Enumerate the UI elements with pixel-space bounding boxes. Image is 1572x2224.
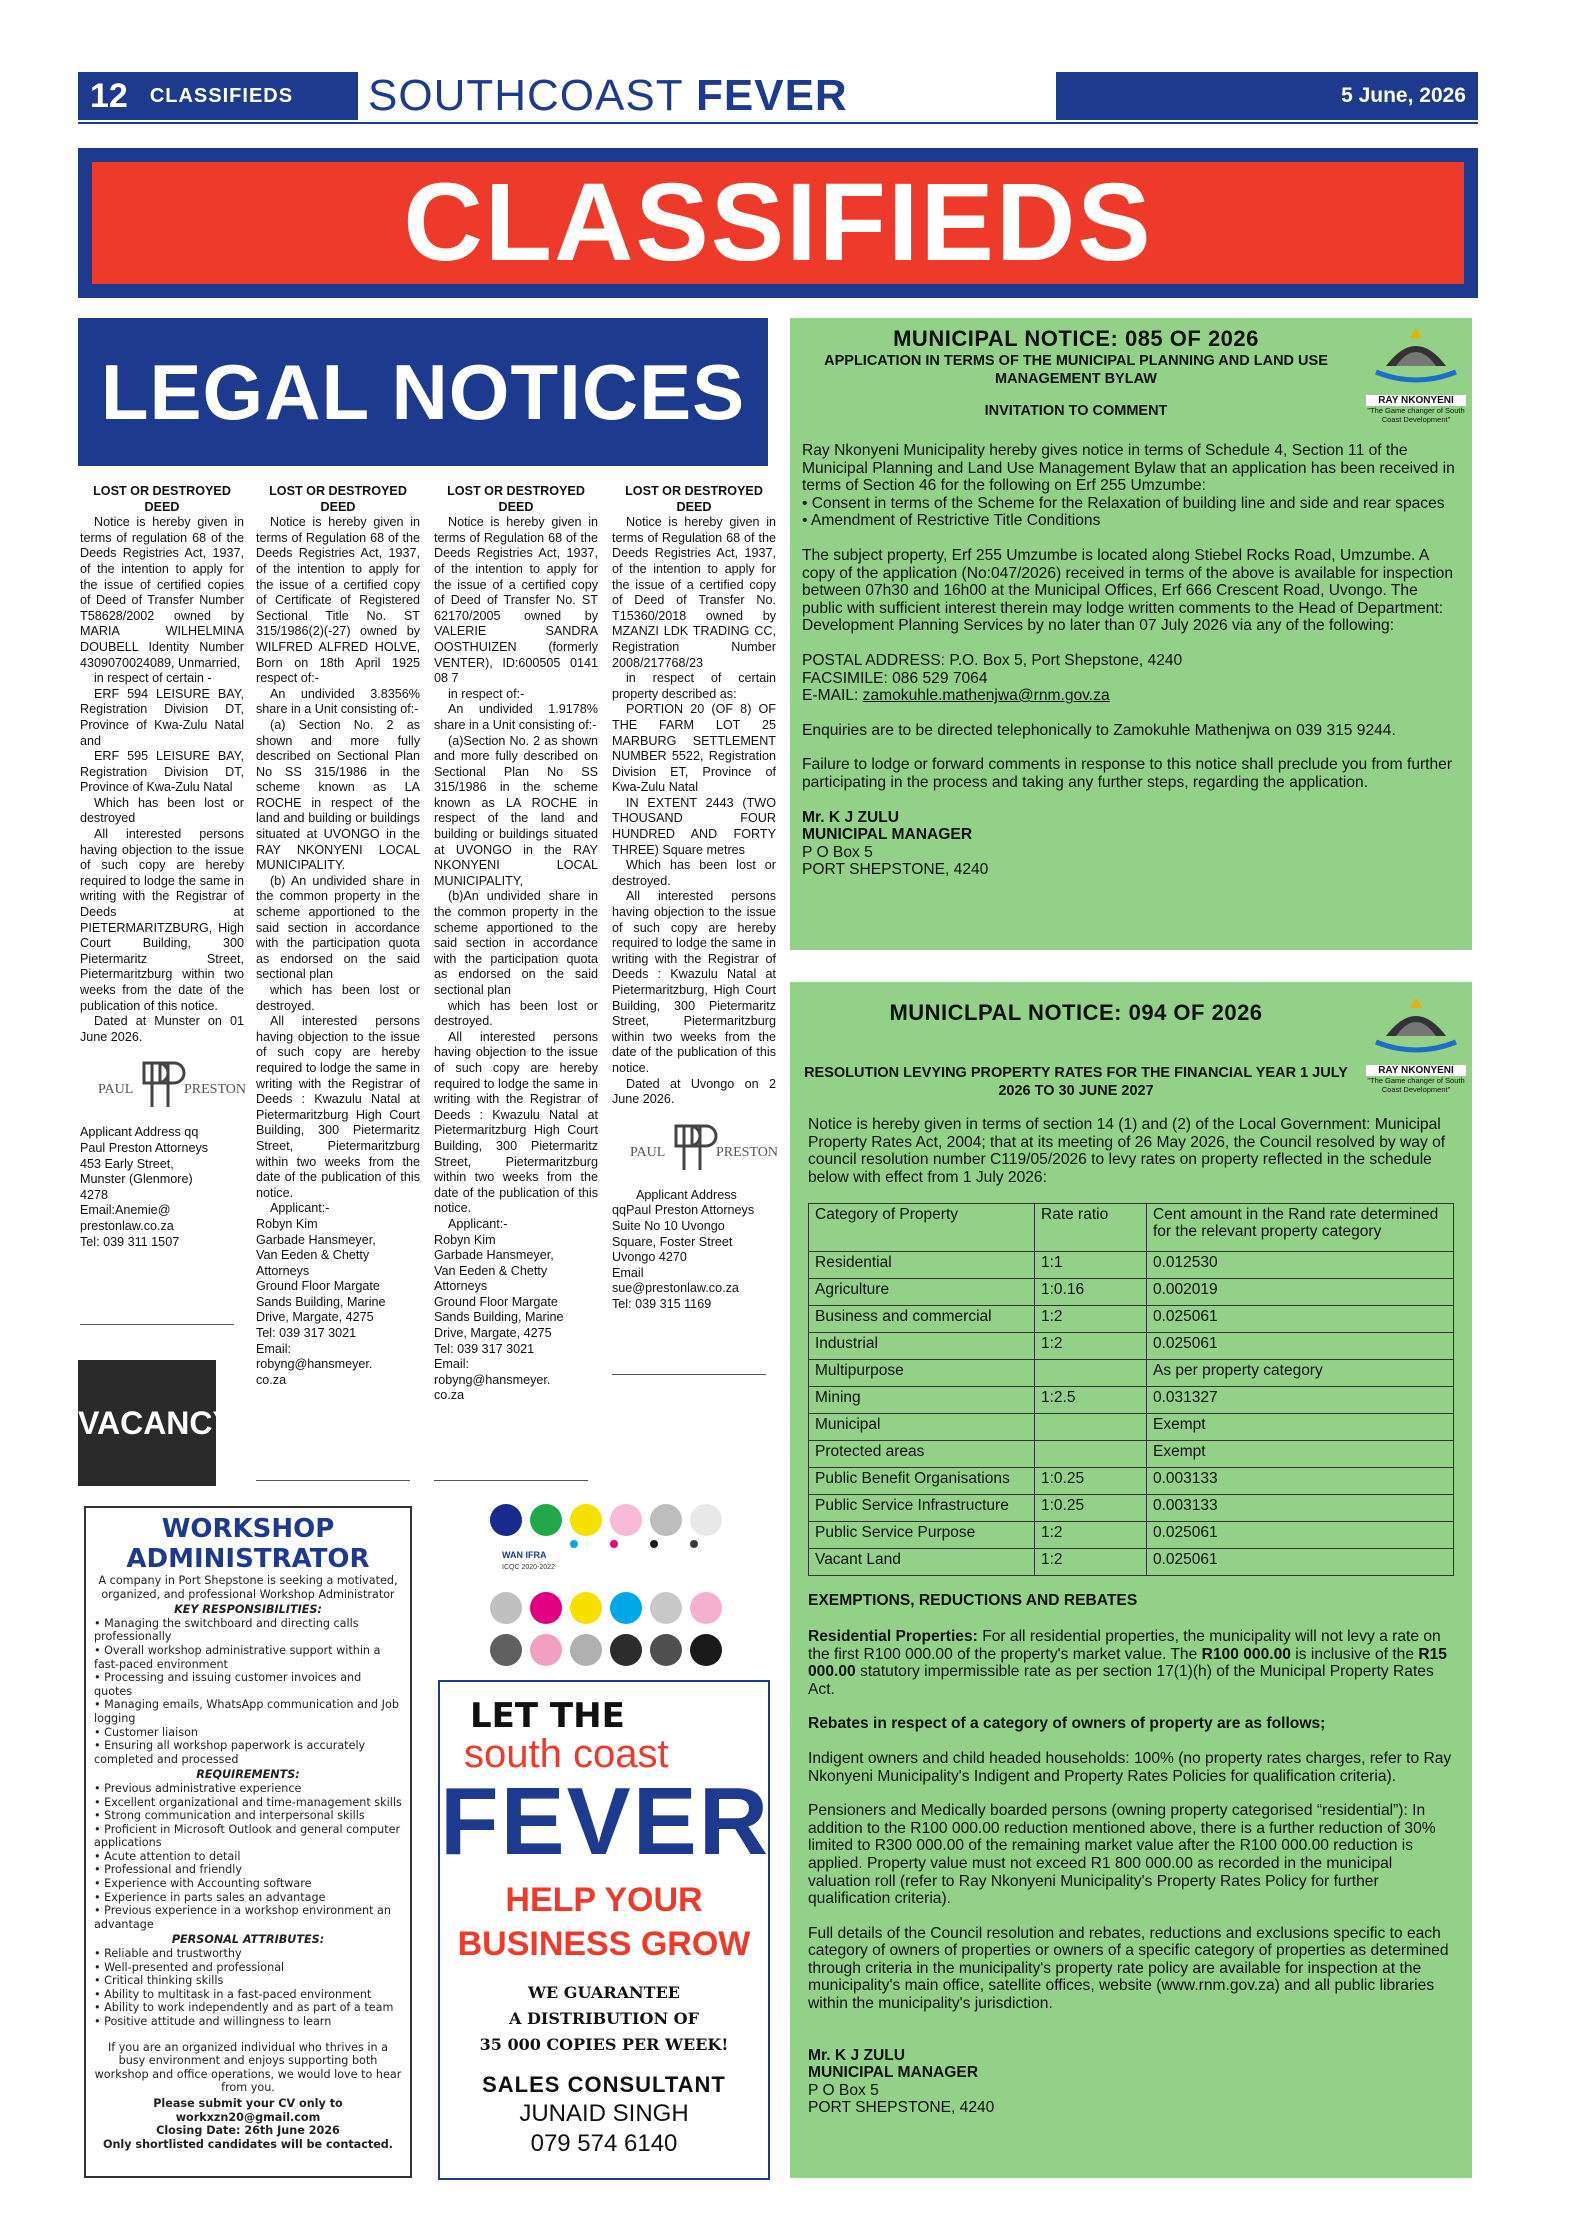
notice-text: All interested persons having objection to the issue of such copy are hereby required to lodge the same in writing with the Registrar of Deeds : Kwazulu Natal at Pietermaritzburg High Court Building, 300 Pietermaritz Street, Pietermaritzburg within two weeks from the date of the publication of this notice. xyxy=(434,1029,598,1216)
masthead xyxy=(368,72,848,120)
color-dot xyxy=(490,1592,522,1624)
table-cell: 1:1 xyxy=(1035,1252,1147,1279)
property-rates-table xyxy=(808,1203,1454,1576)
signatory-title: MUNICIPAL MANAGER xyxy=(808,2064,979,2082)
notice-text: (b) An undivided share in the common property in the scheme apportioned to the said section in accordance with the participation quota as endorsed on the said sectional plan xyxy=(256,873,420,982)
attributes-list xyxy=(94,1947,402,2029)
table-cell: Exempt xyxy=(1147,1441,1454,1468)
color-dot xyxy=(610,1634,642,1666)
ad-line: BUSINESS GROW xyxy=(457,1925,751,1963)
list-item: • Processing and issuing customer invoices and quotes xyxy=(94,1671,402,1698)
ad-outro: If you are an organized individual who thrives in a busy environment and enjoys supporting both workshop and office operations, we would love to hear from you. xyxy=(94,2040,402,2095)
notice-title: LOST OR DESTROYED DEED xyxy=(269,484,407,514)
address-line: Attorneys xyxy=(434,1279,488,1294)
color-dot xyxy=(690,1592,722,1624)
table-row xyxy=(809,1441,1454,1468)
address-line: Ground Floor Margate xyxy=(434,1294,558,1309)
consultant-phone: 079 574 6140 xyxy=(530,2130,678,2157)
logo-tagline: "The Game changer of South Coast Development" xyxy=(1367,406,1465,424)
table-cell: 0.003133 xyxy=(1147,1468,1454,1495)
table-cell: 0.003133 xyxy=(1147,1495,1454,1522)
address-line: Square, Foster Street xyxy=(612,1234,733,1249)
list-item: • Proficient in Microsoft Outlook and general computer applications xyxy=(94,1823,402,1850)
email-link[interactable]: zamokuhle.mathenjwa@rnm.gov.za xyxy=(862,687,1110,705)
address-line: Email:Anemie@ xyxy=(80,1203,171,1218)
workshop-administrator-ad xyxy=(84,1506,412,2178)
fever-advert xyxy=(438,1680,770,2180)
notice-text: All interested persons having objection to the issue of such copy are hereby required to lodge the same in writing with the Registrar of Deeds : Kwazulu Natal at Pietermaritzburg, High Court Building, 300 Pietermaritz Street, Pietermaritzburg within two weeks from the date of the publication of this notice. xyxy=(612,889,776,1075)
divider xyxy=(256,1480,410,1481)
notice-address xyxy=(80,1125,244,1250)
logo-tagline: "The Game changer of South Coast Development" xyxy=(1367,1076,1465,1094)
wan-ifra-sub: ICQC 2020-2022 xyxy=(502,1564,555,1571)
ad-heading: KEY RESPONSIBILITIES: xyxy=(174,1603,322,1617)
table-row xyxy=(809,1549,1454,1576)
table-cell: 1:2 xyxy=(1035,1306,1147,1333)
logo-name: RAY NKONYENI xyxy=(1366,1065,1466,1076)
notice-title: MUNICIPAL NOTICE: 085 OF 2026 xyxy=(893,326,1259,351)
address-line: Applicant:- xyxy=(448,1216,508,1231)
ad-guarantee: 35 000 COPIES PER WEEK! xyxy=(479,2035,729,2054)
table-cell xyxy=(1035,1441,1147,1468)
address-line: Uvongo 4270 xyxy=(612,1250,687,1265)
classifieds-banner xyxy=(78,148,1478,298)
color-calibration-bar xyxy=(490,1504,722,1668)
ad-title: ADMINISTRATOR xyxy=(126,1544,370,1574)
section-heading: EXEMPTIONS, REDUCTIONS AND REBATES xyxy=(808,1592,1138,1610)
ad-guarantee: A DISTRIBUTION OF xyxy=(509,2009,699,2028)
header-left-bar xyxy=(78,72,358,120)
notice-text: (b)An undivided share in the common property in the scheme apportioned to the said section in accordance with the participation quota as endorsed on the said sectional plan xyxy=(434,889,598,997)
address-line: Robyn Kim xyxy=(434,1232,496,1247)
section-heading: Rebates in respect of a category of owners of property are as follows; xyxy=(808,1715,1326,1733)
notice-paragraph: The subject property, Erf 255 Umzumbe is located along Stiebel Rocks Road, Umzumbe. A copy of the application (No:047/2026) received in terms of the above is available for inspection between 07h30 and 16h00 at the Municipal Offices, Erf 666 Crescent Road, Uvongo. The public with sufficient interest therein may lodge written comments to the Head of Department: Development Planning Services by no later than 07 July 2026 via any of the following: xyxy=(802,546,1453,635)
list-item: • Previous experience in a workshop environment an advantage xyxy=(94,1904,402,1931)
notice-paragraph: Enquiries are to be directed telephonically to Zamokuhle Mathenjwa on 039 315 9244. xyxy=(802,721,1396,739)
color-dot xyxy=(530,1592,562,1624)
signatory-address: P O Box 5 xyxy=(802,843,873,861)
signatory-address: PORT SHEPSTONE, 4240 xyxy=(808,2099,995,2117)
color-dot xyxy=(530,1634,562,1666)
address-line: Van Eeden & Chetty xyxy=(434,1263,548,1278)
ad-heading: REQUIREMENTS: xyxy=(196,1768,300,1782)
svg-text:PAUL: PAUL xyxy=(630,1144,666,1160)
divider xyxy=(80,1324,234,1325)
address-line: Attorneys xyxy=(256,1263,310,1278)
table-cell: Residential xyxy=(809,1252,1035,1279)
notice-paragraph: Pensioners and Medically boarded persons (owning property categorised “residential”): In addition to the R100 000.00 reduction mentioned above, there is a further reduction of 30% limited to R300 000.00 of the remaining market value after the R100 000.00 reduction is applied. Property value must not exceed R1 800 000.00 as recorded in the municipal valuation roll (refer to Ray Nkonyeni Municipality's Property Rates Policy for further qualification criteria). xyxy=(808,1802,1436,1908)
table-cell: 1:0.16 xyxy=(1035,1279,1147,1306)
address-line: Tel: 039 317 3021 xyxy=(434,1341,535,1356)
table-cell: 1:0.25 xyxy=(1035,1468,1147,1495)
address-line: Garbade Hansmeyer, xyxy=(434,1248,554,1263)
address-line: Garbade Hansmeyer, xyxy=(256,1232,376,1247)
address-line: Suite No 10 Uvongo xyxy=(612,1218,725,1233)
address-line: sue@prestonlaw.co.za xyxy=(612,1281,739,1296)
address-line: robyng@hansmeyer. xyxy=(434,1372,551,1387)
address-line: Tel: 039 317 3021 xyxy=(256,1326,357,1341)
banner-title: CLASSIFIEDS xyxy=(92,162,1464,284)
ad-body xyxy=(94,1574,402,2151)
notice-bullet: • Consent in terms of the Scheme for the Relaxation of building line and side and rear spaces xyxy=(802,494,1445,512)
issue-date: 5 June, 2026 xyxy=(1056,72,1478,120)
paul-preston-logo xyxy=(92,1055,246,1115)
address-line: Tel: 039 315 1169 xyxy=(612,1296,712,1311)
notice-title: LOST OR DESTROYED DEED xyxy=(93,484,231,514)
table-cell: 0.031327 xyxy=(1147,1387,1454,1414)
signatory-address: P O Box 5 xyxy=(808,2081,879,2099)
notice-text: (a) Section No. 2 as shown and more fully described on Sectional Plan No SS 315/1986 in the scheme known as LA ROCHE in respect of the land and building or buildings situated at UVONGO in the RAY NKONYENI LOCAL MUNICIPALITY. xyxy=(256,717,420,873)
notice-text: which has been lost or destroyed. xyxy=(256,983,420,1013)
notice-text: (a)Section No. 2 as shown and more fully described on Sectional Plan No SS 315/1986 in the scheme known as LA ROCHE in respect of the land and building or buildings situated at UVONGO in the RAY NKONYENI LOCAL MUNICIPALITY, xyxy=(434,733,598,888)
list-item: • Previous administrative experience xyxy=(94,1782,402,1796)
list-item: • Excellent organizational and time-management skills xyxy=(94,1796,402,1810)
table-cell: Agriculture xyxy=(809,1279,1035,1306)
notice-text: Notice is hereby given in terms of Regulation 68 of the Deeds Registries Act, 1937, of the intention to apply for the issue of a certified copy of Certificate of Registered Sectional Title No. ST 315/1986(2)(-27) owned by WILFRED ALFRED HOLVE, Born on 18th April 1925 respect of:- xyxy=(256,515,420,686)
color-dot xyxy=(490,1504,522,1536)
postal-address: POSTAL ADDRESS: P.O. Box 5, Port Shepstone, 4240 xyxy=(802,651,1183,669)
table-cell: Public Benefit Organisations xyxy=(809,1468,1035,1495)
address-line: Sands Building, Marine xyxy=(256,1294,386,1309)
table-row xyxy=(809,1360,1454,1387)
legal-notice-4 xyxy=(612,484,776,1313)
notice-paragraph: Ray Nkonyeni Municipality hereby gives notice in terms of Schedule 4, Section 11 of the Municipal Planning and Land Use Management Bylaw that an application has been received in terms of Section 46 for the following on Erf 255 Umzumbe: xyxy=(802,442,1455,495)
color-dot xyxy=(650,1504,682,1536)
address-line: 4278 xyxy=(80,1187,109,1202)
list-item: • Experience in parts sales an advantage xyxy=(94,1891,402,1905)
notice-address xyxy=(612,1188,776,1313)
address-line: 453 Early Street, xyxy=(80,1156,174,1171)
color-dot xyxy=(650,1592,682,1624)
text-run: is inclusive of the xyxy=(1290,1645,1419,1663)
page-header xyxy=(78,72,1478,124)
table-cell: 1:2.5 xyxy=(1035,1387,1147,1414)
list-item: • Ability to work independently and as part of a team xyxy=(94,2001,402,2015)
notice-text: An undivided 1.9178% share in a Unit consisting of:- xyxy=(434,702,598,732)
paul-preston-logo xyxy=(624,1118,778,1178)
address-line: co.za xyxy=(256,1372,287,1387)
masthead-light: SOUTHCOAST xyxy=(368,71,697,120)
signatory-name: Mr. K J ZULU xyxy=(808,2046,906,2064)
notice-text: All interested persons having objection to the issue of such copy are hereby required to lodge the same in writing with the Registrar of Deeds at PIETERMARITZBURG, High Court Building, 300 Pietermaritz Street, Pietermaritzburg within two weeks from the date of the publication of this notice. xyxy=(80,827,244,1013)
ad-title: WORKSHOP xyxy=(161,1514,335,1544)
notice-title: LOST OR DESTROYED DEED xyxy=(625,484,763,514)
table-cell: 0.002019 xyxy=(1147,1279,1454,1306)
address-line: Sands Building, Marine xyxy=(434,1310,564,1325)
municipal-notice-094 xyxy=(790,982,1472,2178)
list-item: • Critical thinking skills xyxy=(94,1974,402,1988)
notice-text: Dated at Munster on 01 June 2026. xyxy=(80,1014,244,1044)
table-row xyxy=(809,1522,1454,1549)
notice-body xyxy=(802,1116,1460,2117)
ad-heading: PERSONAL ATTRIBUTES: xyxy=(171,1933,325,1947)
table-cell: 0.025061 xyxy=(1147,1522,1454,1549)
facsimile: FACSIMILE: 086 529 7064 xyxy=(802,669,988,687)
color-dot xyxy=(530,1504,562,1536)
table-cell: Vacant Land xyxy=(809,1549,1035,1576)
address-line: Paul Preston Attorneys xyxy=(80,1140,209,1155)
notice-text: IN EXTENT 2443 (TWO THOUSAND FOUR HUNDRED AND FORTY THREE) Square metres xyxy=(612,795,776,857)
ad-line: LET THE xyxy=(470,1696,625,1736)
color-dot xyxy=(650,1634,682,1666)
notice-subtitle-2: INVITATION TO COMMENT xyxy=(984,403,1168,419)
svg-text:PRESTON: PRESTON xyxy=(184,1082,246,1098)
list-item: • Positive attitude and willingness to learn xyxy=(94,2015,402,2029)
color-dot xyxy=(690,1540,698,1548)
notice-body xyxy=(802,442,1460,879)
list-item: • Acute attention to detail xyxy=(94,1850,402,1864)
list-item: • Experience with Accounting software xyxy=(94,1877,402,1891)
ad-intro: A company in Port Shepstone is seeking a motivated, organized, and professional Workshop Administrator xyxy=(98,1574,398,1601)
notice-subtitle: APPLICATION IN TERMS OF THE MUNICIPAL PLANNING AND LAND USE MANAGEMENT BYLAW xyxy=(824,353,1328,387)
section-name: CLASSIFIEDS xyxy=(149,84,294,107)
table-row xyxy=(809,1333,1454,1360)
color-dot xyxy=(570,1540,578,1548)
address-line: co.za xyxy=(434,1388,465,1403)
table-cell: Multipurpose xyxy=(809,1360,1035,1387)
table-row xyxy=(809,1468,1454,1495)
notice-subtitle: RESOLUTION LEVYING PROPERTY RATES FOR THE FINANCIAL YEAR 1 JULY 2026 TO 30 JUNE 2027 xyxy=(804,1065,1348,1099)
table-header-row xyxy=(809,1204,1454,1252)
ray-nkonyeni-logo xyxy=(1366,326,1466,446)
signatory-title: MUNICIPAL MANAGER xyxy=(802,826,973,844)
address-line: Ground Floor Margate xyxy=(256,1279,380,1294)
color-dot xyxy=(570,1592,602,1624)
list-item: • Ensuring all workshop paperwork is accurately completed and processed xyxy=(94,1739,402,1766)
color-dot xyxy=(690,1634,722,1666)
notice-bullet: • Amendment of Restrictive Title Conditions xyxy=(802,512,1101,530)
ad-line: HELP YOUR xyxy=(505,1881,703,1919)
notice-text: Which has been lost or destroyed xyxy=(80,795,244,826)
table-row xyxy=(809,1387,1454,1414)
list-item: • Customer liaison xyxy=(94,1726,402,1740)
list-item: • Ability to multitask in a fast-paced environment xyxy=(94,1988,402,2002)
address-line: Robyn Kim xyxy=(256,1216,318,1231)
legal-notices-title: LEGAL NOTICES xyxy=(78,318,768,466)
table-cell: 0.025061 xyxy=(1147,1333,1454,1360)
address-line: Applicant Address qq xyxy=(80,1125,199,1140)
responsibilities-list xyxy=(94,1617,402,1767)
header-rule xyxy=(78,122,1478,124)
residential-paragraph xyxy=(808,1628,1454,1698)
ad-note: Only shortlisted candidates will be contacted. xyxy=(102,2137,394,2151)
text-run-bold: R15 000.00 xyxy=(808,1645,1447,1681)
table-row xyxy=(809,1252,1454,1279)
notice-text: ERF 594 LEISURE BAY, Registration Division DT, Province of Kwa-Zulu Natal and xyxy=(80,686,244,748)
municipality-crest-icon xyxy=(1366,326,1466,390)
table-cell: Industrial xyxy=(809,1333,1035,1360)
notice-text: ERF 595 LEISURE BAY, Registration Division DT, Province of Kwa-Zulu Natal xyxy=(80,749,244,795)
legal-notice-3 xyxy=(434,484,598,1404)
address-line: robyng@hansmeyer. xyxy=(256,1357,373,1372)
divider xyxy=(434,1480,588,1481)
residential-label: Residential Properties: xyxy=(808,1627,978,1645)
table-cell: 1:2 xyxy=(1035,1522,1147,1549)
notice-paragraph: Full details of the Council resolution and rebates, reductions and exclusions specific to each category of owners of properties or owners of a specific category of properties as determined through criteria in the municipality's property rate policy are available for inspection at the municipality's main office, satellite offices, website (www.rnm.gov.za) and all public libraries within the municipality's jurisdiction. xyxy=(808,1924,1449,2013)
ad-line-fever: FEVER xyxy=(440,1768,771,1875)
text-run: For all residential properties, the municipality will not levy a rate on the first R100 000.00 of the property's market value. The xyxy=(808,1627,1441,1663)
table-cell: Public Service Purpose xyxy=(809,1522,1035,1549)
email-line xyxy=(802,687,1460,705)
notice-text: Notice is hereby given in terms of Regulation 68 of the Deeds Registries Act, 1937, of the intention to apply for the issue of a certified copy of Deed of Transfer No. T15360/2018 owned by MZANZI LDK TRADING CC, Registration Number 2008/217768/23 xyxy=(612,515,776,670)
consultant-name: JUNAID SINGH xyxy=(519,2100,689,2127)
table-row xyxy=(809,1279,1454,1306)
table-cell: Protected areas xyxy=(809,1441,1035,1468)
notice-text: Dated at Uvongo on 2 June 2026. xyxy=(612,1076,776,1107)
notice-address xyxy=(434,1217,598,1233)
table-cell: As per property category xyxy=(1147,1360,1454,1387)
svg-text:PAUL: PAUL xyxy=(98,1082,134,1098)
notice-address xyxy=(256,1217,420,1389)
list-item: • Managing emails, WhatsApp communication and Job logging xyxy=(94,1698,402,1725)
table-cell: Business and commercial xyxy=(809,1306,1035,1333)
text-run-bold: R100 000.00 xyxy=(1201,1645,1291,1663)
legal-notice-2 xyxy=(256,484,420,1388)
address-line: Tel: 039 311 1507 xyxy=(80,1234,180,1249)
table-cell: Exempt xyxy=(1147,1414,1454,1441)
color-dot xyxy=(610,1592,642,1624)
notice-text: in respect of certain - xyxy=(94,671,212,686)
requirements-list xyxy=(94,1782,402,1932)
signatory-name: Mr. K J ZULU xyxy=(802,808,900,826)
table-cell: 1:2 xyxy=(1035,1333,1147,1360)
table-cell: 1:2 xyxy=(1035,1549,1147,1576)
table-row xyxy=(809,1495,1454,1522)
notice-address xyxy=(434,1233,598,1405)
notice-paragraph: Notice is hereby given in terms of section 14 (1) and (2) of the Local Government: Municipal Property Rates Act, 2004; that at its meeting of 26 May 2026, the Council resolved by way of council resolution number C119/05/2026 to levy rates on property reflected in the schedule below with effect from 1 July 2026: xyxy=(808,1116,1446,1186)
logo-name: RAY NKONYENI xyxy=(1366,395,1466,406)
vacancy-label: VACANCY xyxy=(78,1360,216,1486)
divider xyxy=(612,1374,766,1375)
ad-line: south coast xyxy=(464,1732,669,1776)
table-cell: 0.025061 xyxy=(1147,1549,1454,1576)
email-label: E-MAIL: xyxy=(802,687,863,705)
legal-notice-1 xyxy=(80,484,244,1250)
table-row xyxy=(809,1414,1454,1441)
notice-address xyxy=(256,1201,420,1217)
ad-cta: Please submit your CV only to workxzn20@gmail.com xyxy=(153,2096,343,2124)
color-dot xyxy=(490,1634,522,1666)
signatory-address: PORT SHEPSTONE, 4240 xyxy=(802,861,989,879)
ray-nkonyeni-logo xyxy=(1366,996,1466,1116)
address-line: Email xyxy=(612,1265,644,1280)
notice-title: MUNICLPAL NOTICE: 094 OF 2026 xyxy=(889,1000,1263,1025)
color-dot xyxy=(610,1540,618,1548)
notice-text: Notice is hereby given in terms of regulation 68 of the Deeds Registries Act, 1937, of the intention to apply for the issue of certified copies of Deed of Transfer Number T58628/2002 owned by MARIA WILHELMINA DOUBELL Identity Number 4309070024089, Unmarried, xyxy=(80,515,244,670)
text-run: statutory impermissible rate as per section 17(1)(h) of the Municipal Property Rates Act. xyxy=(808,1663,1434,1698)
table-cell: 0.025061 xyxy=(1147,1306,1454,1333)
notice-text: An undivided 3.8356% share in a Unit consisting of:- xyxy=(256,686,420,717)
wan-ifra-label: WAN IFRA xyxy=(502,1550,547,1560)
address-line: Munster (Glenmore) xyxy=(80,1172,193,1187)
table-cell: Municipal xyxy=(809,1414,1035,1441)
municipality-crest-icon xyxy=(1366,996,1466,1060)
table-header-cell: Cent amount in the Rand rate determined for the relevant property category xyxy=(1147,1204,1454,1252)
address-line: Drive, Margate, 4275 xyxy=(256,1310,374,1325)
address-line: qqPaul Preston Attorneys xyxy=(612,1203,755,1218)
table-cell: Mining xyxy=(809,1387,1035,1414)
ad-guarantee: WE GUARANTEE xyxy=(528,1983,680,2002)
table-row xyxy=(809,1306,1454,1333)
notice-text: All interested persons having objection to the issue of such copy are hereby required to lodge the same in writing with the Registrar of Deeds : Kwazulu Natal at Pietermaritzburg High Court Building, 300 Pietermaritz Street, Pietermaritzburg within two weeks from the date of the publication of this notice. xyxy=(256,1014,420,1200)
address-line: Applicant Address xyxy=(636,1187,737,1202)
notice-title: LOST OR DESTROYED DEED xyxy=(447,484,585,514)
table-cell xyxy=(1035,1360,1147,1387)
notice-paragraph: Failure to lodge or forward comments in response to this notice shall preclude you from further participating in the process and taking any further steps, regarding the application. xyxy=(802,756,1453,791)
address-line: Email: xyxy=(256,1341,291,1356)
color-dot xyxy=(650,1540,658,1548)
address-line: prestonlaw.co.za xyxy=(80,1218,174,1233)
list-item: • Strong communication and interpersonal skills xyxy=(94,1809,402,1823)
list-item: • Reliable and trustworthy xyxy=(94,1947,402,1961)
list-item: • Overall workshop administrative support within a fast-paced environment xyxy=(94,1644,402,1671)
notice-text: in respect of:- xyxy=(448,686,525,701)
table-cell xyxy=(1035,1414,1147,1441)
list-item: • Professional and friendly xyxy=(94,1863,402,1877)
notice-text: PORTION 20 (OF 8) OF THE FARM LOT 25 MARBURG SETTLEMENT NUMBER 5522, Registration Division ET, Province of Kwa-Zulu Natal xyxy=(612,702,776,795)
ad-closing-date: Closing Date: 26th June 2026 xyxy=(156,2124,340,2138)
notice-text: in respect of certain property described as: xyxy=(612,671,776,701)
table-cell: 0.012530 xyxy=(1147,1252,1454,1279)
svg-text:PRESTON: PRESTON xyxy=(716,1144,778,1160)
notice-text: which has been lost or destroyed. xyxy=(434,998,598,1029)
address-line: Drive, Margate, 4275 xyxy=(434,1326,552,1341)
notice-text: Notice is hereby given in terms of Regulation 68 of the Deeds Registries Act, 1937, of the intention to apply for the issue of a certified copy of Deed of Transfer No. ST 62170/2005 owned by VALERIE SANDRA OOSTHUIZEN (formerly VENTER), ID:600505 0141 08 7 xyxy=(434,515,598,686)
table-header-cell: Rate ratio xyxy=(1035,1204,1147,1252)
list-item: • Well-presented and professional xyxy=(94,1961,402,1975)
notice-paragraph: Indigent owners and child headed households: 100% (no property rates charges, refer to Ray Nkonyeni Municipality's Indigent and Property Rates Policies for qualification criteria). xyxy=(808,1749,1452,1785)
table-cell: 1:0.25 xyxy=(1035,1495,1147,1522)
color-dot xyxy=(690,1504,722,1536)
color-dot xyxy=(610,1504,642,1536)
table-header-cell: Category of Property xyxy=(809,1204,1035,1252)
address-line: Van Eeden & Chetty xyxy=(256,1248,370,1263)
page-number: 12 xyxy=(90,76,128,115)
notice-text: Which has been lost or destroyed. xyxy=(612,858,776,888)
list-item: • Managing the switchboard and directing calls professionally xyxy=(94,1617,402,1644)
municipal-notice-085 xyxy=(790,318,1472,950)
table-cell: Public Service Infrastructure xyxy=(809,1495,1035,1522)
sales-consultant-label: SALES CONSULTANT xyxy=(482,2072,726,2097)
address-line: Applicant:- xyxy=(270,1201,330,1216)
address-line: Email: xyxy=(434,1357,469,1372)
color-dot xyxy=(570,1634,602,1666)
color-dot xyxy=(570,1504,602,1536)
masthead-bold: FEVER xyxy=(696,71,848,120)
